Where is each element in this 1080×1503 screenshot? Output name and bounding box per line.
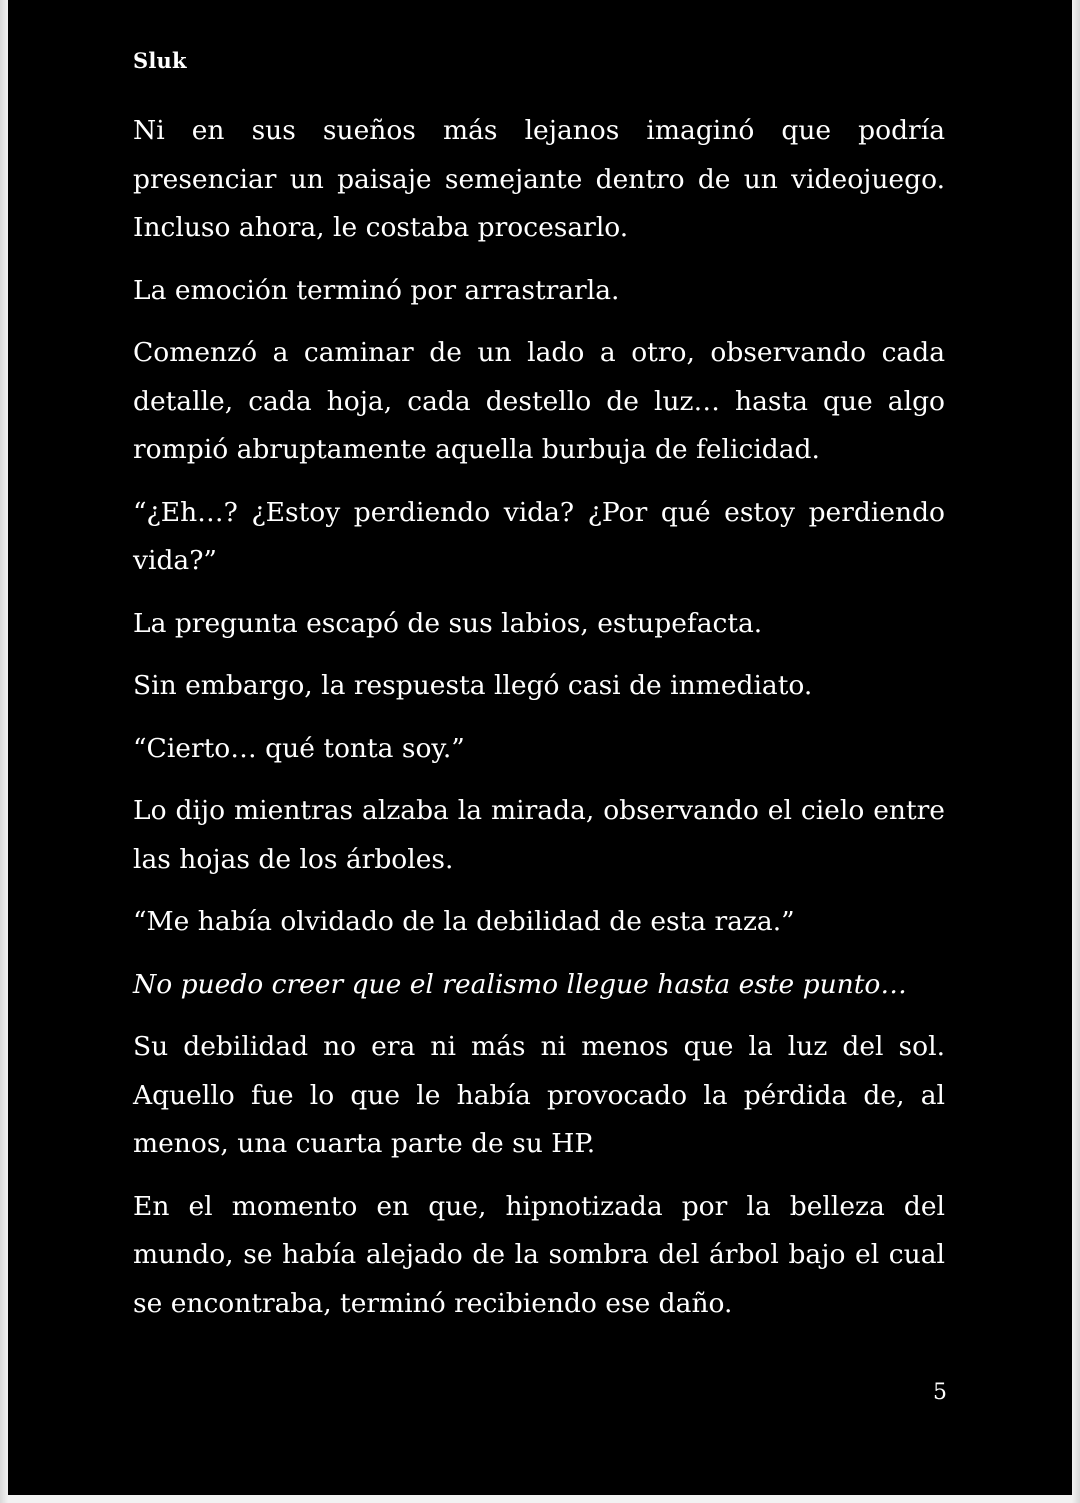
paragraph: Ni en sus sueños más lejanos imaginó que podría presenciar un paisaje semejante dentro de un videojuego. Incluso ahora, le costaba procesarlo. bbox=[133, 115, 945, 243]
document-page bbox=[8, 0, 1072, 1495]
dialogue-paragraph: “Me había olvidado de la debilidad de esta raza.” bbox=[133, 906, 795, 937]
dialogue-paragraph: “¿Eh…? ¿Estoy perdiendo vida? ¿Por qué estoy perdiendo vida?” bbox=[133, 496, 945, 576]
page-number: 5 bbox=[933, 1380, 947, 1405]
thought-paragraph: No puedo creer que el realismo llegue hasta este punto… bbox=[133, 968, 907, 1000]
paragraph: La pregunta escapó de sus labios, estupefacta. bbox=[133, 607, 763, 639]
paragraph: En el momento en que, hipnotizada por la belleza del mundo, se había alejado de la sombra del árbol bajo el cual se encontraba, terminó recibiendo ese daño. bbox=[133, 1190, 945, 1319]
paragraph: Sin embargo, la respuesta llegó casi de inmediato. bbox=[133, 670, 813, 701]
dialogue-paragraph: “Cierto… qué tonta soy.” bbox=[133, 732, 465, 764]
paragraph: Su debilidad no era ni más ni menos que la luz del sol. Aquello fue lo que le había provocado la pérdida de, al menos, una cuarta parte de su HP. bbox=[133, 1031, 945, 1159]
page-body bbox=[133, 107, 945, 1342]
paragraph: Lo dijo mientras alzaba la mirada, observando el cielo entre las hojas de los árboles. bbox=[133, 795, 945, 875]
paragraph: Comenzó a caminar de un lado a otro, observando cada detalle, cada hoja, cada destello de luz… hasta que algo rompió abruptamente aquella burbuja de felicidad. bbox=[133, 337, 945, 465]
paragraph: La emoción terminó por arrastrarla. bbox=[133, 274, 620, 306]
running-header: Sluk bbox=[133, 48, 187, 73]
